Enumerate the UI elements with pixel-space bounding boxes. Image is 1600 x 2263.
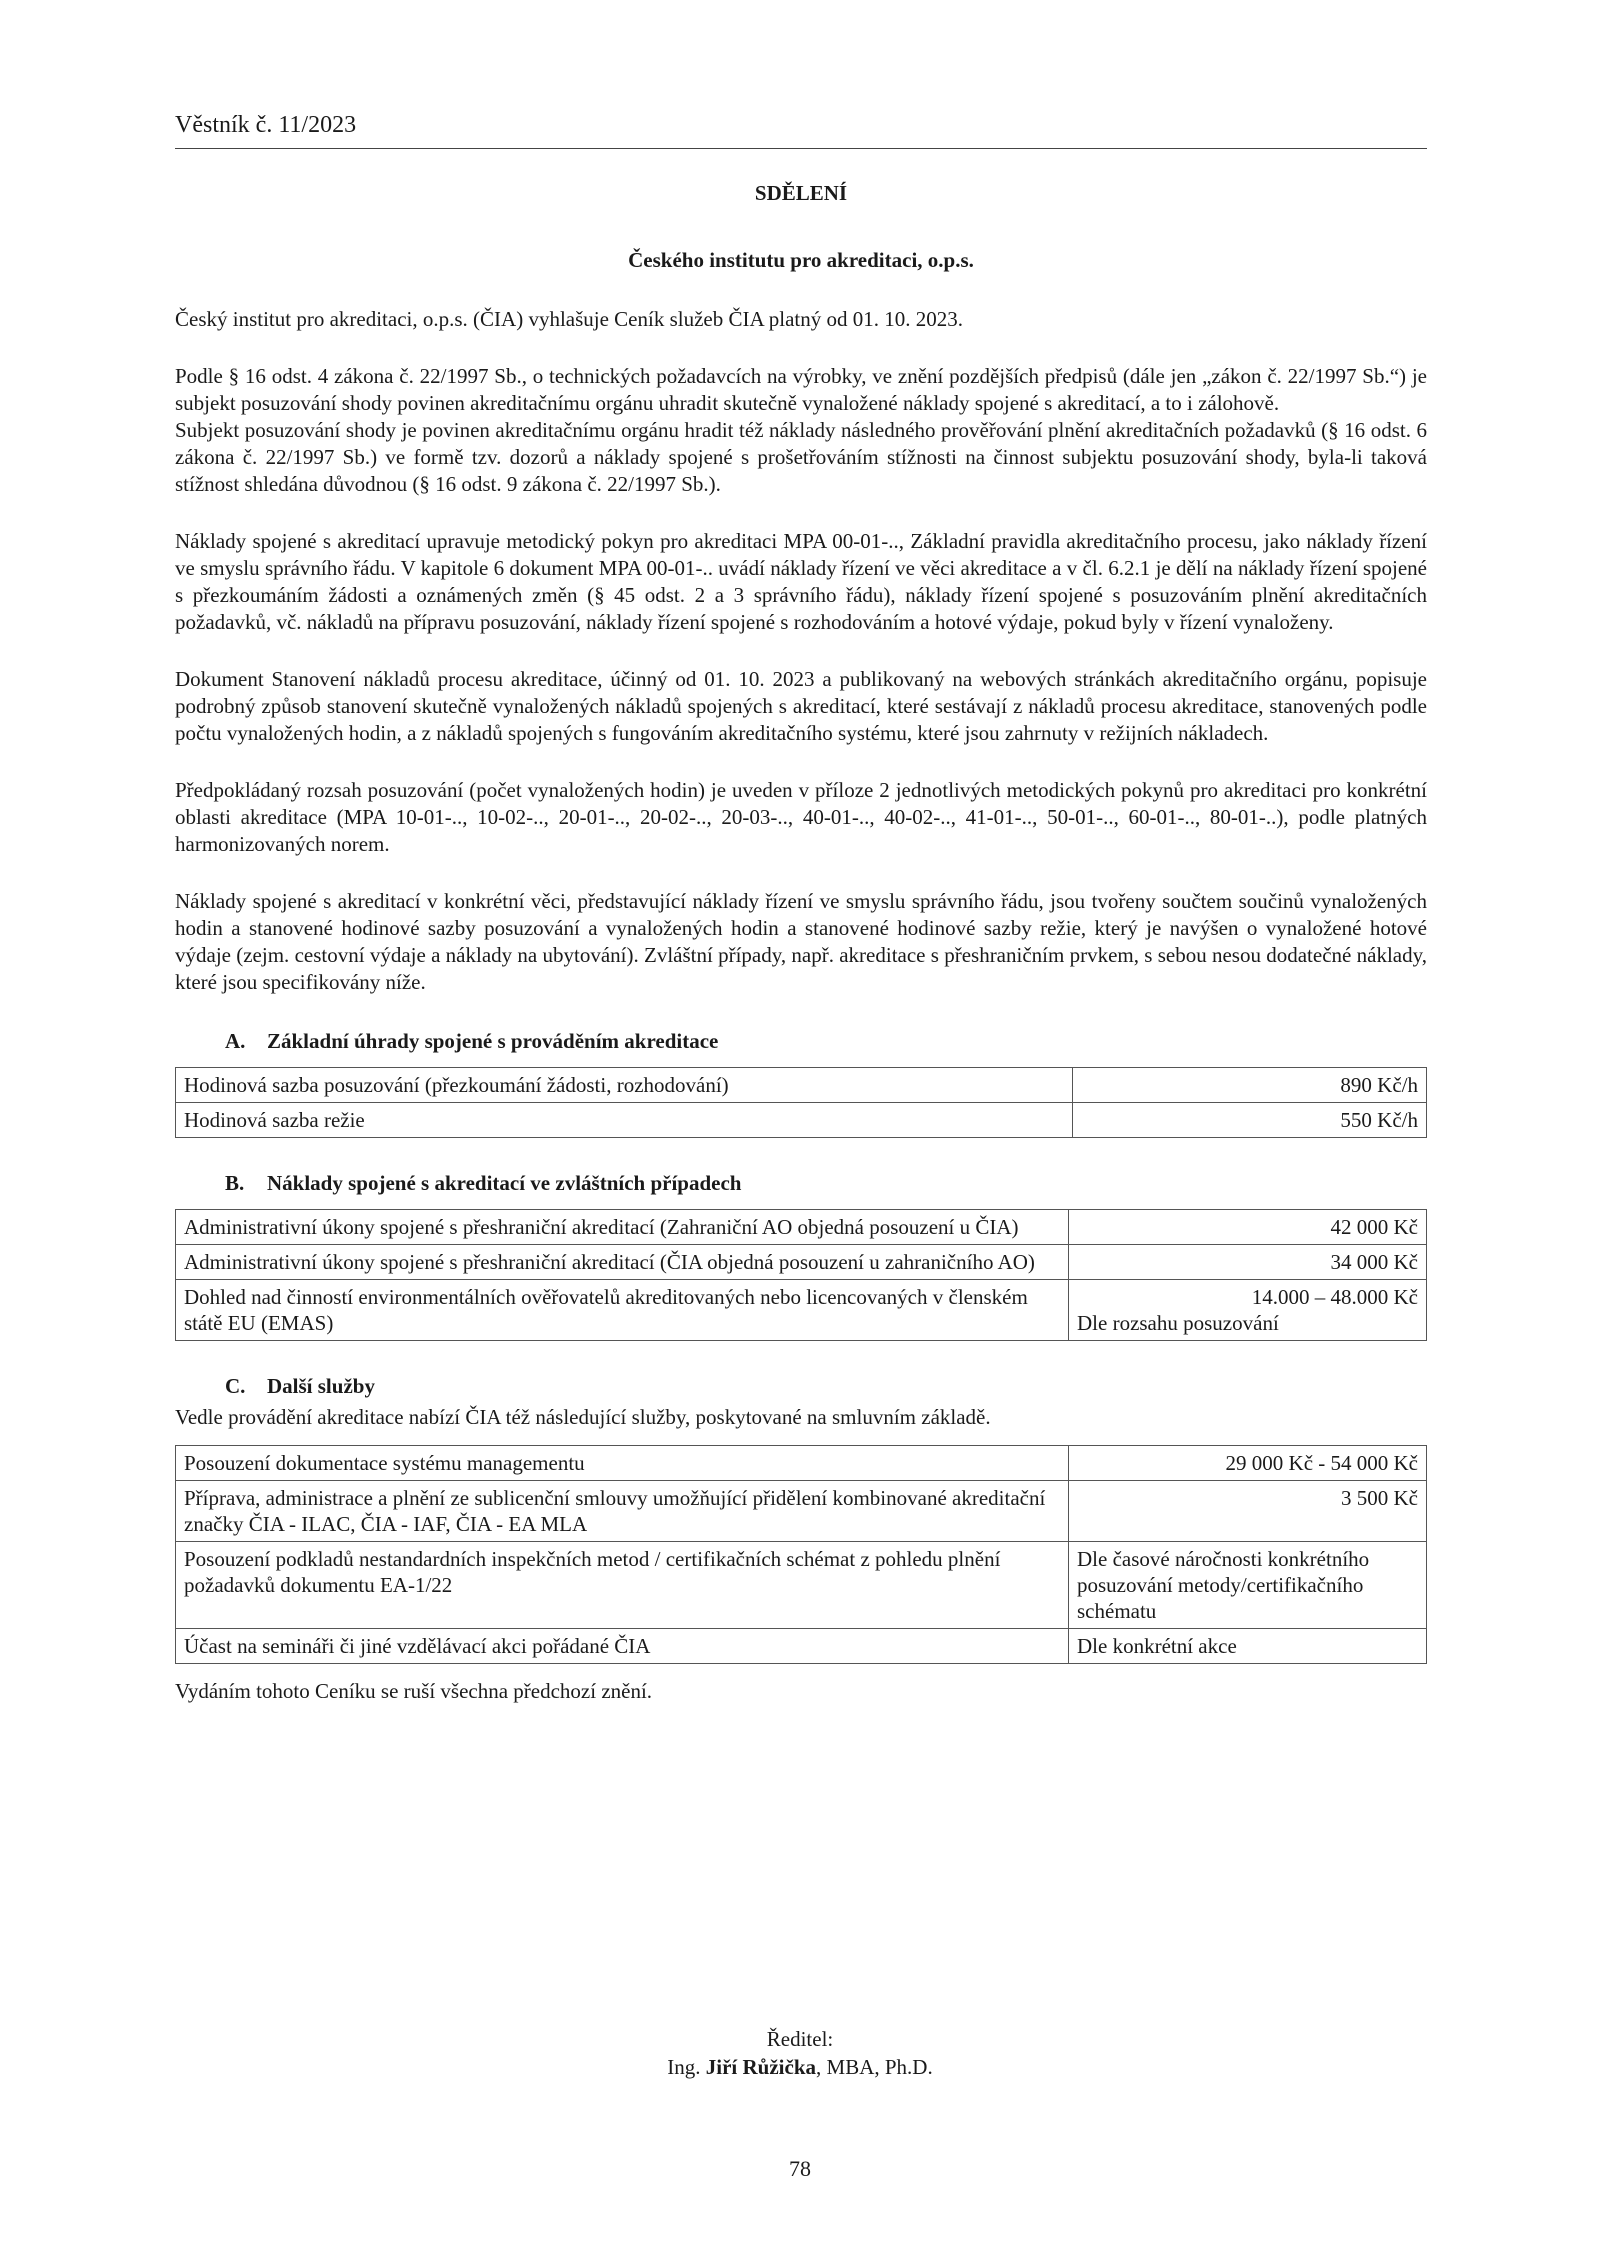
- price-note: Dle rozsahu posuzování: [1077, 1311, 1279, 1335]
- intro-paragraph: Český institut pro akreditaci, o.p.s. (ČIA) vyhlašuje Ceník služeb ČIA platný od 01. 10. 2023.: [175, 307, 963, 331]
- table-cell-item: Posouzení podkladů nestandardních inspekčních metod / certifikačních schémat z pohledu plnění požadavků dokumentu EA-1/22: [176, 1542, 1069, 1629]
- table-cell-price: Dle konkrétní akce: [1069, 1629, 1427, 1664]
- table-row: [176, 1103, 1427, 1138]
- paragraph-1: Podle § 16 odst. 4 zákona č. 22/1997 Sb., o technických požadavcích na výrobky, ve znění pozdějších předpisů (dále jen „zákon č. 22/1997 Sb.“) je subjekt posuzování shody povinen akreditačnímu orgánu uhradit skutečně vynaložené náklady spojené s akreditací, a to i zálohově.: [175, 364, 1427, 415]
- table-row: [176, 1481, 1427, 1542]
- table-row: [176, 1210, 1427, 1245]
- section-b-title: Náklady spojené s akreditací ve zvláštních případech: [267, 1171, 742, 1195]
- signature-name-line: [0, 2053, 1600, 2081]
- table-cell-item: Administrativní úkony spojené s přeshraniční akreditací (ČIA objedná posouzení u zahraničního AO): [176, 1245, 1069, 1280]
- signature-name: Jiří Růžička: [705, 2055, 817, 2079]
- table-cell-item: Administrativní úkony spojené s přeshraniční akreditací (Zahraniční AO objedná posouzení u ČIA): [176, 1210, 1069, 1245]
- section-a-table: [175, 1067, 1427, 1138]
- table-cell-price: 890 Kč/h: [1073, 1068, 1427, 1103]
- section-a-heading: [175, 1028, 1427, 1055]
- section-c-letter: C.: [225, 1374, 246, 1398]
- table-row: [176, 1245, 1427, 1280]
- section-c-title: Další služby: [267, 1374, 375, 1398]
- table-row: [176, 1446, 1427, 1481]
- table-row: [176, 1629, 1427, 1664]
- signature-block: [0, 2025, 1600, 2081]
- table-cell-price: [1069, 1280, 1427, 1341]
- paragraph-2: Subjekt posuzování shody je povinen akreditačnímu orgánu hradit též náklady následného prověřování plnění akreditačních požadavků (§ 16 odst. 6 zákona č. 22/1997 Sb.) ve formě tzv. dozorů a náklady spojené s prošetřováním stížnosti na činnost subjektu posuzování shody, byla-li taková stížnost shledána důvodnou (§ 16 odst. 9 zákona č. 22/1997 Sb.).: [175, 418, 1427, 496]
- signature-prefix: Ing.: [667, 2055, 706, 2079]
- page-number: 78: [789, 2156, 811, 2181]
- document-subtitle: Českého institutu pro akreditaci, o.p.s.: [628, 248, 974, 272]
- closing-note: Vydáním tohoto Ceníku se ruší všechna předchozí znění.: [175, 1679, 653, 1703]
- section-c-heading: [175, 1373, 1427, 1400]
- table-cell-item: Hodinová sazba posuzování (přezkoumání žádosti, rozhodování): [176, 1068, 1073, 1103]
- document-body: [175, 180, 1427, 1705]
- signature-role: Ředitel:: [766, 2027, 834, 2051]
- document-title: SDĚLENÍ: [754, 181, 848, 205]
- section-a-title: Základní úhrady spojené s prováděním akreditace: [267, 1029, 719, 1053]
- table-cell-item: Dohled nad činností environmentálních ověřovatelů akreditovaných nebo licencovaných v členském státě EU (EMAS): [176, 1280, 1069, 1341]
- table-row: [176, 1280, 1427, 1341]
- table-cell-item: Účast na semináři či jiné vzdělávací akci pořádané ČIA: [176, 1629, 1069, 1664]
- paragraph-6: Náklady spojené s akreditací v konkrétní věci, představující náklady řízení ve smyslu správního řádu, jsou tvořeny součtem součinů vynaložených hodin a stanovené hodinové sazby posuzování a vynaložených hodin a stanovené hodinové sazby režie, který je navýšen o vynaložené hotové výdaje (zejm. cestovní výdaje a náklady na ubytování). Zvláštní případy, např. akreditace s přeshraničním prvkem, s sebou nesou dodatečné náklady, které jsou specifikovány níže.: [175, 889, 1427, 994]
- signature-suffix: , MBA, Ph.D.: [816, 2055, 933, 2079]
- journal-header: Věstník č. 11/2023: [175, 112, 1427, 149]
- table-cell-item: Příprava, administrace a plnění ze sublicenční smlouvy umožňující přidělení kombinované akreditační značky ČIA - ILAC, ČIA - IAF, ČIA - EA MLA: [176, 1481, 1069, 1542]
- table-row: [176, 1068, 1427, 1103]
- table-cell-item: Hodinová sazba režie: [176, 1103, 1073, 1138]
- table-cell-price: 550 Kč/h: [1073, 1103, 1427, 1138]
- table-cell-price: 34 000 Kč: [1069, 1245, 1427, 1280]
- table-row: [176, 1542, 1427, 1629]
- table-cell-item: Posouzení dokumentace systému managementu: [176, 1446, 1069, 1481]
- section-a-letter: A.: [225, 1029, 246, 1053]
- section-c-intro: Vedle provádění akreditace nabízí ČIA též následující služby, poskytované na smluvním základě.: [175, 1405, 991, 1429]
- section-c-table: [175, 1445, 1427, 1664]
- section-b-letter: B.: [225, 1171, 245, 1195]
- price-range: 14.000 – 48.000 Kč: [1251, 1285, 1418, 1309]
- table-cell-price: 29 000 Kč - 54 000 Kč: [1069, 1446, 1427, 1481]
- table-cell-price: Dle časové náročnosti konkrétního posuzování metody/certifikačního schématu: [1069, 1542, 1427, 1629]
- section-b-table: [175, 1209, 1427, 1341]
- table-cell-price: 3 500 Kč: [1069, 1481, 1427, 1542]
- paragraph-4: Dokument Stanovení nákladů procesu akreditace, účinný od 01. 10. 2023 a publikovaný na webových stránkách akreditačního orgánu, popisuje podrobný způsob stanovení skutečně vynaložených nákladů spojených s akreditací, které sestávají z nákladů procesu akreditace, stanovených podle počtu vynaložených hodin, a z nákladů spojených s fungováním akreditačního systému, které jsou zahrnuty v režijních nákladech.: [175, 667, 1427, 745]
- paragraph-3: Náklady spojené s akreditací upravuje metodický pokyn pro akreditaci MPA 00-01-.., Základní pravidla akreditačního procesu, jako náklady řízení ve smyslu správního řádu. V kapitole 6 dokument MPA 00-01-.. uvádí náklady řízení ve věci akreditace a v čl. 6.2.1 je dělí na náklady řízení spojené s přezkoumáním žádosti a oznámených změn (§ 45 odst. 2 a 3 správního řádu), náklady řízení spojené s posuzováním plnění akreditačních požadavků, vč. nákladů na přípravu posuzování, náklady řízení spojené s rozhodováním a hotové výdaje, pokud byly v řízení vynaloženy.: [175, 529, 1427, 634]
- table-cell-price: 42 000 Kč: [1069, 1210, 1427, 1245]
- section-b-heading: [175, 1170, 1427, 1197]
- paragraph-5: Předpokládaný rozsah posuzování (počet vynaložených hodin) je uveden v příloze 2 jednotlivých metodických pokynů pro akreditaci pro konkrétní oblasti akreditace (MPA 10-01-.., 10-02-.., 20-01-.., 20-02-.., 20-03-.., 40-01-.., 40-02-.., 41-01-.., 50-01-.., 60-01-.., 80-01-..), podle platných harmonizovaných norem.: [175, 778, 1427, 856]
